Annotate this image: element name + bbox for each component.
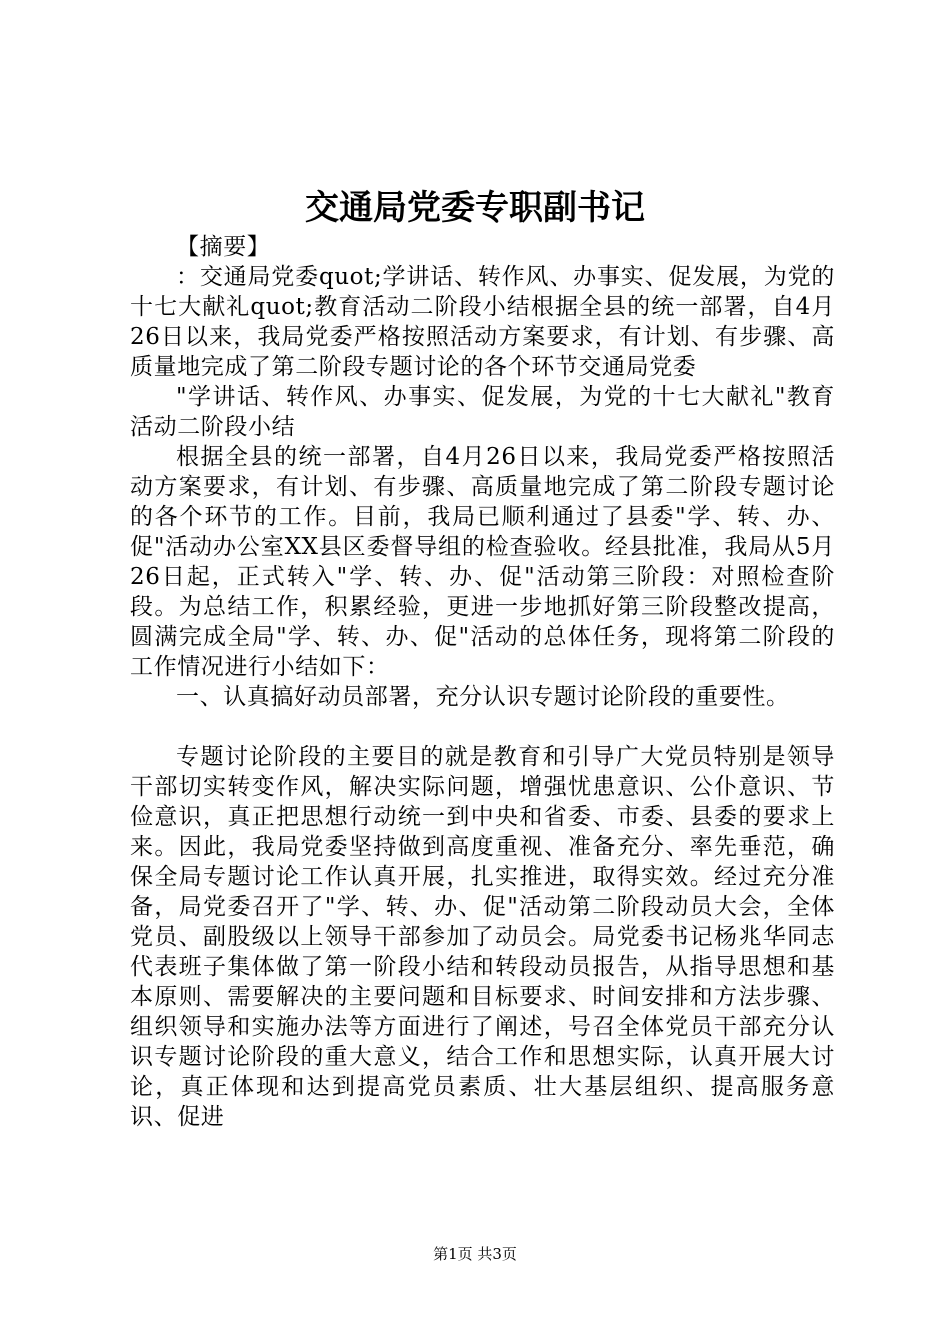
abstract-label: 【摘要】 bbox=[176, 234, 271, 260]
document-subtitle: "学讲话、转作风、办事实、促发展，为党的十七大献礼"教育活动二阶段小结 bbox=[130, 384, 835, 440]
paragraph-intro: 根据全县的统一部署，自4月26日以来，我局党委严格按照活动方案要求，有计划、有步骤、高质量地完成了第二阶段专题讨论的各个环节的工作。目前，我局已顺利通过了县委"学、转、办、促"活动办公室XX县区委督导组的检查验收。经县批准，我局从5月26日起，正式转入"学、转、办、促"活动第三阶段：对照检查阶段。为总结工作，积累经验，更进一步地抓好第三阶段整改提高，圆满完成全局"学、转、办、促"活动的总体任务，现将第二阶段的工作情况进行小结如下： bbox=[130, 444, 835, 680]
page-footer: 第1页 共3页 bbox=[433, 1245, 517, 1263]
abstract-text: ：交通局党委quot;学讲话、转作风、办事实、促发展，为党的十七大献礼quot;教育活动二阶段小结根据全县的统一部署，自4月26日以来，我局党委严格按照活动方案要求，有计划、有步骤、高质量地完成了第二阶段专题讨论的各个环节交通局党委 bbox=[130, 264, 835, 380]
document-body bbox=[130, 232, 835, 1132]
section-heading-1: 一、认真搞好动员部署，充分认识专题讨论阶段的重要性。 bbox=[176, 684, 790, 710]
document-title: 交通局党委专职副书记 bbox=[305, 188, 645, 228]
paragraph-section-1: 专题讨论阶段的主要目的就是教育和引导广大党员特别是领导干部切实转变作风，解决实际问题，增强忧患意识、公仆意识、节俭意识，真正把思想行动统一到中央和省委、市委、县委的要求上来。因此，我局党委坚持做到高度重视、准备充分、率先垂范，确保全局专题讨论工作认真开展，扎实推进，取得实效。经过充分准备，局党委召开了"学、转、办、促"活动第二阶段动员大会，全体党员、副股级以上领导干部参加了动员会。局党委书记杨兆华同志代表班子集体做了第一阶段小结和转段动员报告，从指导思想和基本原则、需要解决的主要问题和目标要求、时间安排和方法步骤、组织领导和实施办法等方面进行了阐述，号召全体党员干部充分认识专题讨论阶段的重大意义，结合工作和思想实际，认真开展大讨论，真正体现和达到提高党员素质、壮大基层组织、提高服务意识、促进 bbox=[130, 744, 835, 1130]
